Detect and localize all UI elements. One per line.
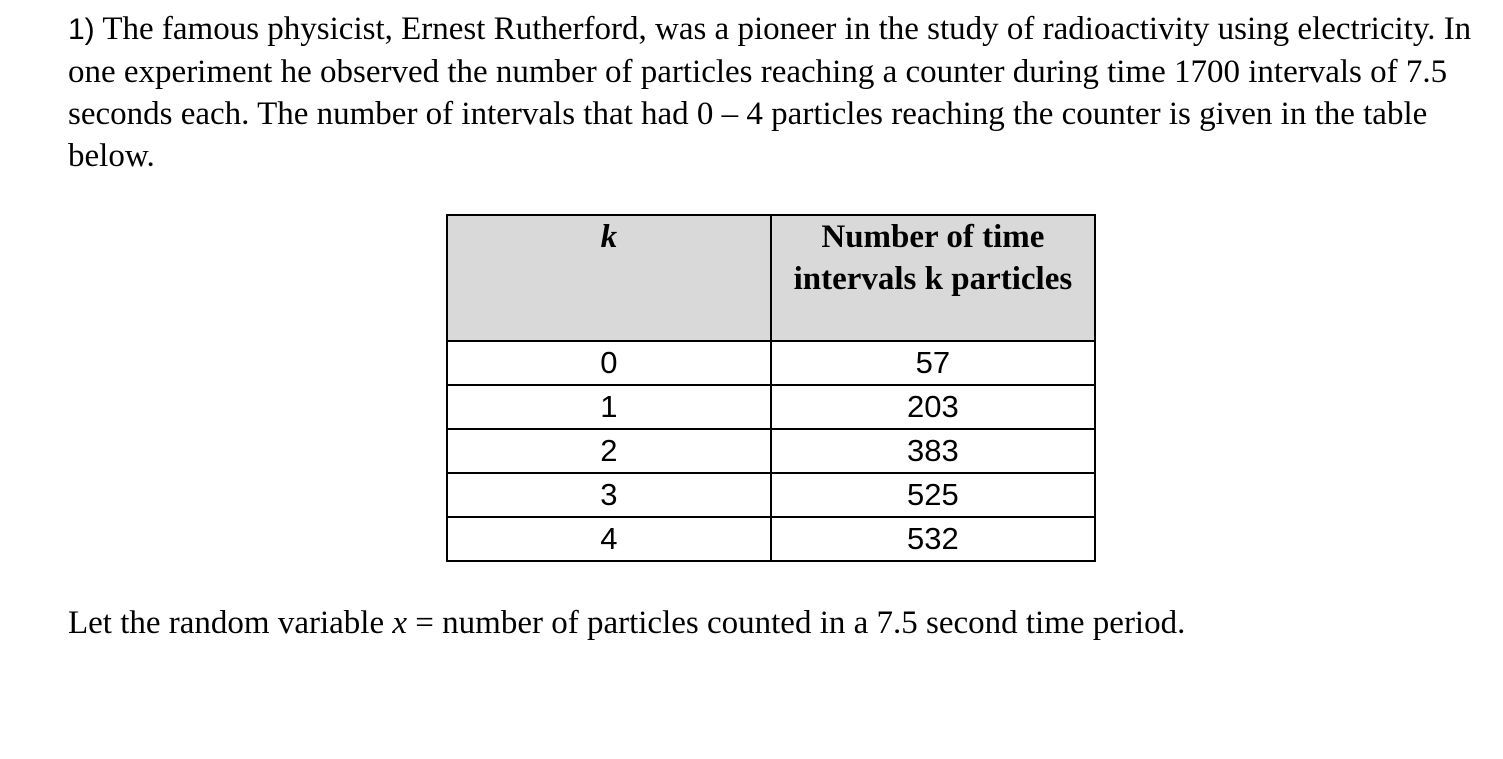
equals-sign: = [415,605,434,641]
cell-count: 383 [771,429,1095,473]
question-paragraph [68,8,1488,177]
question-number: 1) [68,13,95,46]
definition-prefix: Let the random variable [68,605,393,641]
cell-count: 525 [771,473,1095,517]
table-row [447,517,1095,561]
random-variable-definition [68,602,1185,644]
table-row [447,341,1095,385]
table-row [447,385,1095,429]
cell-k: 0 [447,341,771,385]
cell-k: 1 [447,385,771,429]
definition-suffix: number of particles counted in a 7.5 second time period. [433,605,1186,641]
cell-k: 4 [447,517,771,561]
cell-k: 2 [447,429,771,473]
header-interval-count: Number of time intervals k particles [771,215,1095,341]
cell-count: 57 [771,341,1095,385]
cell-count: 203 [771,385,1095,429]
header-k: k [447,215,771,341]
table-header-row [447,215,1095,341]
cell-k: 3 [447,473,771,517]
question-text: The famous physicist, Ernest Rutherford, was a pioneer in the study of radioactivity using electricity. In one experiment he observed the number of particles reaching a counter during time 1700 intervals of 7.5 seconds each. The number of intervals that had 0 – 4 particles reaching the counter is given in the table below. [68,11,1472,174]
table-row [447,429,1095,473]
particle-count-table [446,214,1096,562]
table-row [447,473,1095,517]
variable-x: x [392,605,408,641]
cell-count: 532 [771,517,1095,561]
